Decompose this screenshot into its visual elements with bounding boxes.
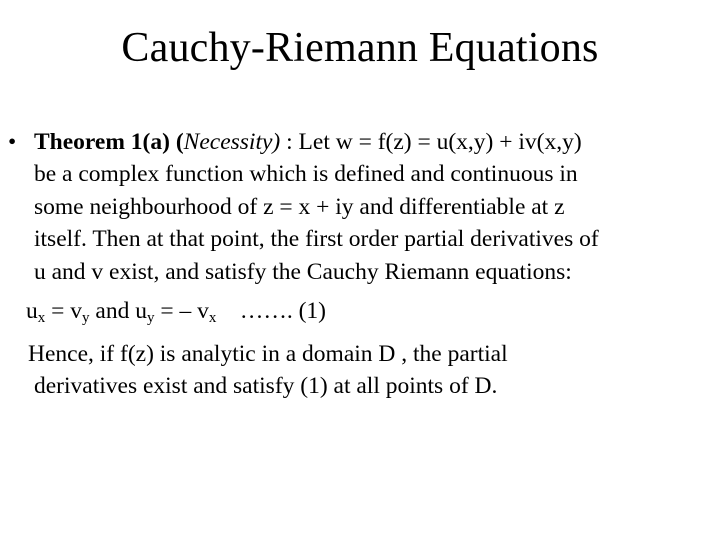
hence-line-1: Hence, if f(z) is analytic in a domain D , the partial <box>28 341 508 367</box>
necessity-label: Necessity) <box>183 129 281 155</box>
theorem-label: Theorem 1(a) <box>34 129 176 155</box>
eq-u: u <box>26 298 38 324</box>
eq-equals-v: = v <box>45 298 83 324</box>
slide-title: Cauchy-Riemann Equations <box>121 25 599 71</box>
theorem-line-1-text: : Let w = f(z) = u(x,y) + iv(x,y) <box>280 129 582 155</box>
eq-sub-y: y <box>82 310 90 326</box>
cauchy-riemann-equation <box>26 297 326 327</box>
theorem-line-1 <box>34 128 582 158</box>
eq-sub-y-2: y <box>146 310 155 326</box>
theorem-line-3: some neighbourhood of z = x + iy and differentiable at z <box>34 194 565 220</box>
bullet-marker: • <box>8 129 17 155</box>
hence-line-2: derivatives exist and satisfy (1) at all points of D. <box>34 373 498 399</box>
theorem-line-5: u and v exist, and satisfy the Cauchy Riemann equations: <box>34 259 572 285</box>
theorem-line-4: itself. Then at that point, the first order partial derivatives of <box>34 226 599 252</box>
theorem-line-2: be a complex function which is defined and continuous in <box>34 161 578 187</box>
eq-sub-x: x <box>37 310 46 326</box>
eq-sub-x-2: x <box>208 310 217 326</box>
open-paren: ( <box>175 129 184 155</box>
eq-number: ……. (1) <box>216 298 326 324</box>
eq-and-u: and u <box>89 298 147 324</box>
eq-equals-minus-v: = – v <box>154 298 209 324</box>
